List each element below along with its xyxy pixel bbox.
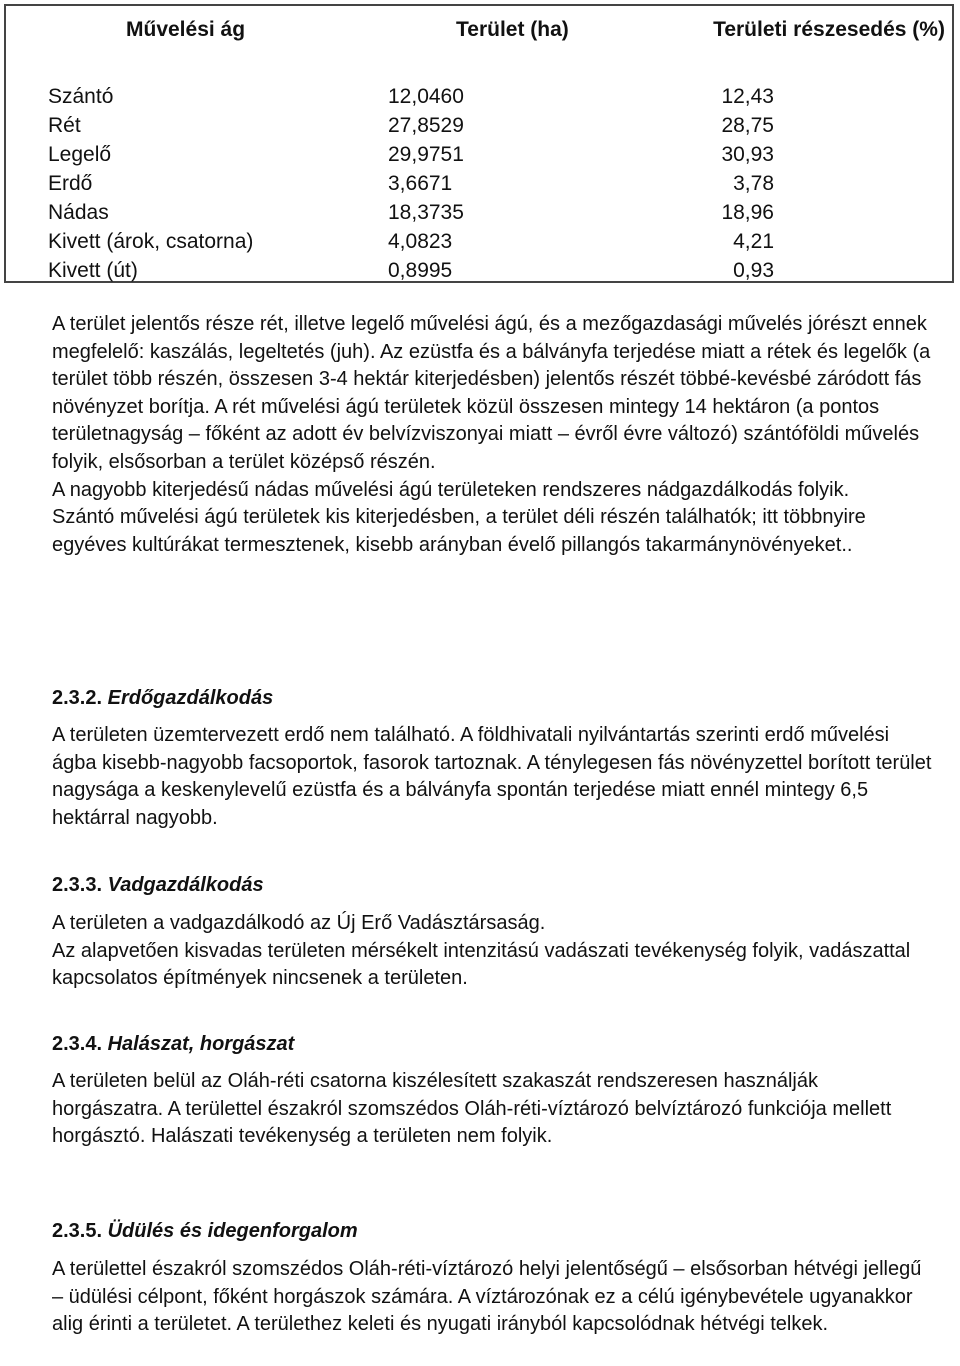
intro-paragraph: Szántó művelési ágú területek kis kiterjedésben, a terület déli részén találhatók; itt többnyire egyéves kultúrákat termesztenek, kisebb arányban évelő pillangós takarmánynövényeket.. <box>52 506 866 556</box>
table-cell-cultivation: Legelő <box>48 143 112 166</box>
section-number: 2.3.3. <box>52 874 103 896</box>
table-cell-area: 4,0823 <box>388 230 453 253</box>
section-body <box>52 1068 932 1151</box>
section-number: 2.3.4. <box>52 1033 103 1055</box>
table-cell-area: 29,9751 <box>388 143 464 166</box>
table-row <box>42 82 942 111</box>
table-cell-area: 18,3735 <box>388 201 464 224</box>
section-body <box>52 1256 932 1339</box>
table-cell-area: 27,8529 <box>388 114 464 137</box>
section-heading <box>52 871 264 899</box>
table-row <box>42 169 942 198</box>
table-cell-share: 18,96 <box>721 201 774 224</box>
table-row <box>42 140 942 169</box>
section-paragraph: A területen belül az Oláh-réti csatorna kiszélesített szakaszát rendszeresen használják horgászatra. A területtel északról szomszédos Oláh-réti-víztározó belvíztározó funkciója mellett horgásztó. Halászati tevékenység a területen nem folyik. <box>52 1070 892 1148</box>
section-paragraph: A területtel északról szomszédos Oláh-réti-víztározó helyi jelentőségű – elsősorban hétvégi jellegű – üdülési célpont, főként horgászok számára. A víztározónak ez a célú igénybevétele ugyanakkor alig érinti a területet. A területhez keleti és nyugati irányból kapcsolódnak hétvégi telkek. <box>52 1258 922 1336</box>
table-cell-share: 12,43 <box>721 85 774 108</box>
table-cell-share: 28,75 <box>721 114 774 137</box>
table-cell-cultivation: Kivett (árok, csatorna) <box>48 230 254 253</box>
intro-paragraph: A nagyobb kiterjedésű nádas művelési ágú területeken rendszeres nádgazdálkodás folyik. <box>52 478 850 501</box>
table-cell-cultivation: Szántó <box>48 85 114 108</box>
table-header-area: Terület (ha) <box>456 18 569 41</box>
table-cell-share: 30,93 <box>721 143 774 166</box>
section-paragraph: A területen a vadgazdálkodó az Új Erő Vadásztársaság. <box>52 912 546 934</box>
table-cell-cultivation: Nádas <box>48 201 109 224</box>
section-heading <box>52 1030 294 1058</box>
intro-text <box>52 311 932 559</box>
table-cell-cultivation: Erdő <box>48 172 93 195</box>
section-title: Vadgazdálkodás <box>107 874 264 896</box>
section-paragraph: Az alapvetően kisvadas területen mérsékelt intenzitású vadászati tevékenység folyik, vadászattal kapcsolatos építmények nincsenek a területen. <box>52 939 911 990</box>
section-title: Üdülés és idegenforgalom <box>107 1220 358 1242</box>
section-title: Halászat, horgászat <box>107 1033 295 1055</box>
table-cell-area: 3,6671 <box>388 172 453 195</box>
table-row <box>42 111 942 140</box>
section-body <box>52 910 932 993</box>
section-body <box>52 722 932 832</box>
section-number: 2.3.2. <box>52 687 103 709</box>
table-cell-cultivation: Rét <box>48 114 81 137</box>
table-header-cultivation: Művelési ág <box>126 18 246 41</box>
table-cell-cultivation: Kivett (út) <box>48 259 138 282</box>
section-paragraph: A területen üzemtervezett erdő nem található. A földhivatali nyilvántartás szerinti erdő művelési ágba kisebb-nagyobb facsoportok, fasorok tartoznak. A ténylegesen fás növényzettel borított terület nagysága a keskenylevelű ezüstfa és a bálványfa spontán terjedése miatt ennél mintegy 6,5 hektárral nagyobb. <box>52 724 932 829</box>
land-use-table <box>4 4 954 283</box>
table-body <box>42 82 942 285</box>
table-cell-area: 12,0460 <box>388 85 464 108</box>
table-row <box>42 256 942 285</box>
section-heading <box>52 1217 358 1245</box>
table-cell-area: 0,8995 <box>388 259 453 282</box>
section-title: Erdőgazdálkodás <box>107 687 274 709</box>
table-cell-share: 3,78 <box>733 172 774 195</box>
table-cell-share: 4,21 <box>733 230 774 253</box>
intro-paragraph: A terület jelentős része rét, illetve legelő művelési ágú, és a mezőgazdasági művelés jórészt ennek megfelelő: kaszálás, legeltetés (juh). Az ezüstfa és a bálványfa terjedése miatt a rétek és legelők (a terület több részén, összesen 3-4 hektár kiterjedésben) jelentős részét többé-kevésbé záródott fás növényzet borítja. A rét művelési ágú területek közül összesen mintegy 14 hektáron (a pontos területnagyság – főként az adott év belvízviszonyai miatt – évről évre változó) szántóföldi művelés folyik, elsősorban a terület középső részén. <box>52 313 931 473</box>
table-header-share: Területi részesedés (%) <box>713 18 945 41</box>
table-cell-share: 0,93 <box>733 259 774 282</box>
table-row <box>42 198 942 227</box>
section-number: 2.3.5. <box>52 1220 103 1242</box>
section-heading <box>52 684 273 712</box>
table-row <box>42 227 942 256</box>
